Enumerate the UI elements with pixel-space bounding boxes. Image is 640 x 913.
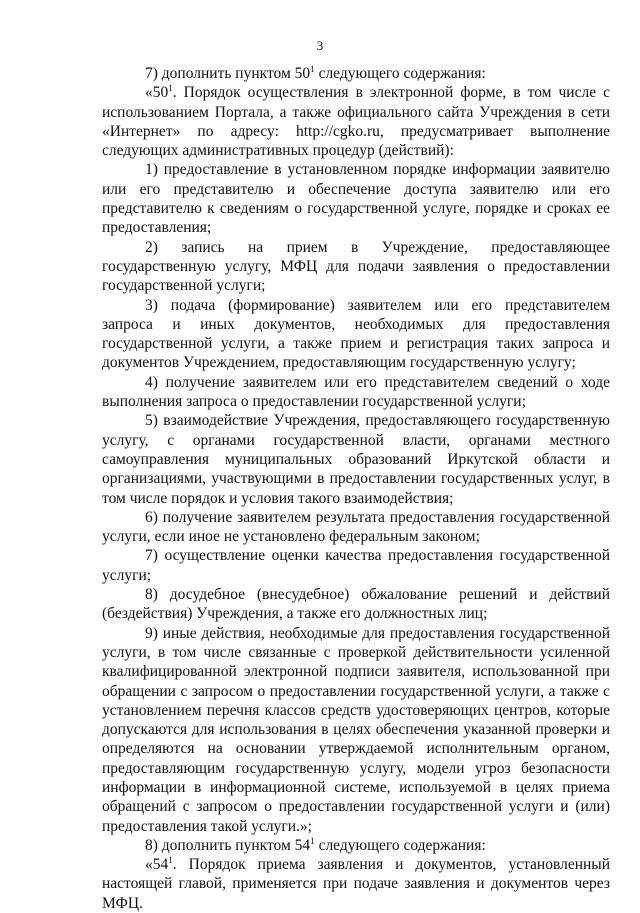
list-item-1: 1) предоставление в установленном порядке информации заявителю или его представителю и обеспечение доступа заявителю или его представителю к сведениям о государственной услуге, порядке и сроках ее предоставления;: [102, 161, 610, 237]
superscript: 1: [168, 83, 173, 94]
paragraph-text: 8) дополнить пунктом 54: [145, 836, 311, 854]
document-body: [102, 64, 610, 913]
list-item-9: 9) иные действия, необходимые для предоставления государственной услуги, в том числе связанные с проверкой действительности усиленной квалифицированной электронной подписи заявителя, использованной при обращении с запросом о предоставлении государственной услуги, а также с установлением перечня классов средств удостоверяющих центров, которые допускаются для использования в целях обеспечения указанной проверки и определяются на основании утверждаемой исполнительным органом, предоставляющим государственную услугу, модели угроз безопасности информации в информационной системе, используемой в целях приема обращений с запросом о предоставлении государственной услуги и (или) предоставления такой услуги.»;: [102, 624, 610, 835]
superscript: 1: [310, 63, 315, 74]
superscript: 1: [310, 835, 315, 846]
list-item-4: 4) получение заявителем или его представителем сведений о ходе выполнения запроса о предоставлении государственной услуги;: [102, 373, 610, 411]
list-item-3: 3) подача (формирование) заявителем или его представителем запроса и иных документов, необходимых для предоставления государственной услуги, а также прием и регистрация таких запроса и документов Учреждением, предоставляющим государственную услугу;: [102, 296, 610, 372]
superscript: 1: [168, 855, 173, 866]
clause-54-1: [102, 855, 610, 913]
paragraph-text: следующего содержания:: [314, 65, 486, 82]
paragraph-text: «54: [145, 856, 169, 874]
paragraph-text: «50: [145, 84, 169, 102]
list-item-6: 6) получение заявителем результата предоставления государственной услуги, если иное не установлено федеральным законом;: [102, 508, 610, 546]
paragraph-item-7: [102, 64, 610, 83]
paragraph-text: . Порядок приема заявления и документов, установленный настоящей главой, применяется при подаче заявления и документов через МФЦ.: [102, 856, 610, 912]
list-item-5: 5) взаимодействие Учреждения, предоставляющего государственную услугу, с органами государственной власти, органами местного самоуправления муниципальных образований Иркутской области и организациями, участвующими в предоставлении государственных услуг, в том числе порядок и условия такого взаимодействия;: [102, 412, 610, 507]
list-item-7: 7) осуществление оценки качества предоставления государственной услуги;: [102, 547, 610, 584]
list-item-8: 8) досудебное (внесудебное) обжалование решений и действий (бездействия) Учреждения, а также его должностных лиц;: [102, 586, 610, 623]
list-item-2: 2) запись на прием в Учреждение, предоставляющее государственную услугу, МФЦ для подачи заявления о предоставлении государственной услуги;: [102, 238, 610, 295]
clause-50-1: [102, 83, 610, 160]
paragraph-text: . Порядок осуществления в электронной форме, в том числе с использованием Портала, а также официального сайта Учреждения в сети «Интернет» по адресу: http://cgko.ru, предусматривает выполнение следующих административных процедур (действий):: [102, 84, 610, 160]
page-number: 3: [316, 38, 324, 53]
paragraph-item-8: [102, 836, 610, 855]
paragraph-text: 7) дополнить пунктом 50: [145, 65, 311, 82]
paragraph-text: следующего содержания:: [314, 836, 486, 854]
